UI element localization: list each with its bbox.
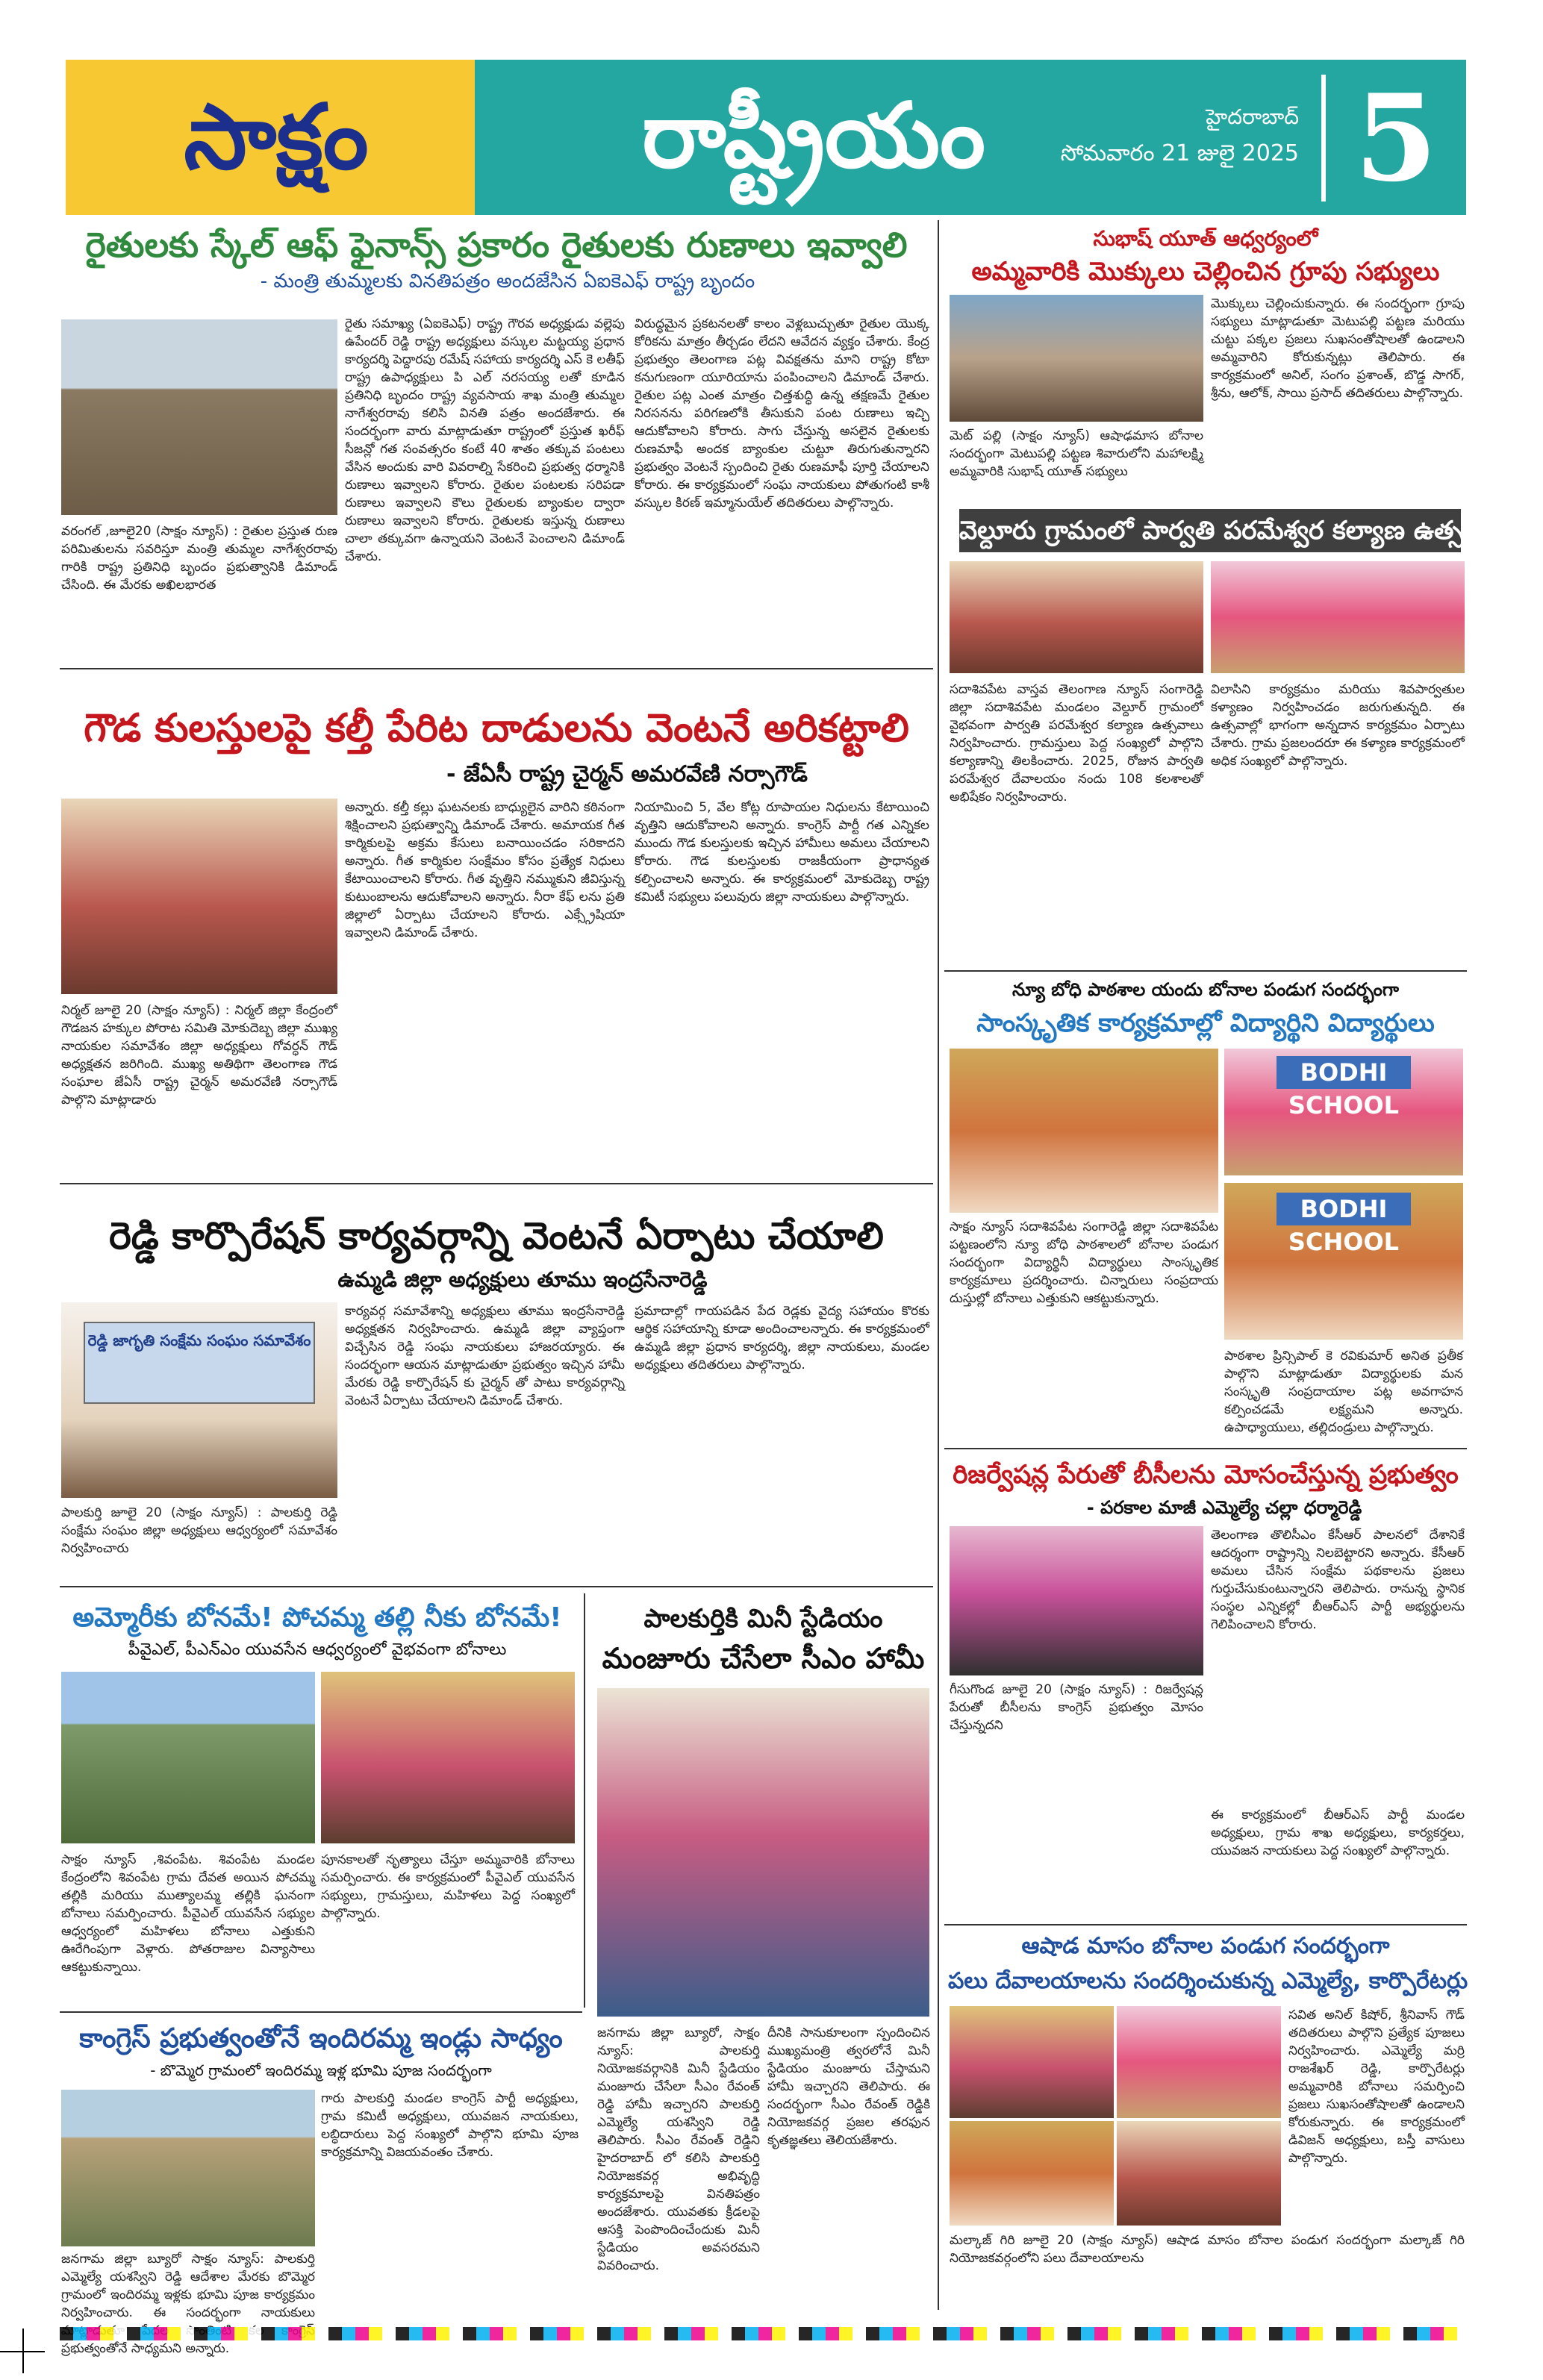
article11-headline-line-1: ఆషాడ మాసం బోనాల పండుగ సందర్భంగా: [1021, 1933, 1390, 1959]
article1-subheading: - మంత్రి తుమ్మలకు వినతిపత్రం అందజేసిన ఏఐకెఎఫ్ రాష్ట్ర బృందం: [260, 270, 755, 293]
color-registration-strip: [60, 2327, 1471, 2340]
dateline-city: హైదరాబాద్: [1206, 104, 1299, 129]
article8-headline-band: వెల్దూరు గ్రామంలో పార్వతి పరమేశ్వర కల్యాణ ఉత్సవాలు: [959, 509, 1461, 552]
page-number: 5: [1354, 68, 1438, 208]
article1-column-2: విరుద్ధమైన ప్రకటనలతో కాలం వెళ్లబుచ్చుతూ రైతుల యొక్క కోరికను మాత్రం తీర్చడం లేదని ఆవేదన వ్యక్తం చేశారు. కేంద్ర ప్రభుత్వం తెలంగాణ పట్ల వివక్షతను మాని రాష్ట్ర కోటా కనుగుణంగా యూరియాను పంపించాలని డిమాండ్ చేశారు. రైతుల పట్ల ఎంత మాత్రం చిత్తశుద్ధి ఉన్న తక్షణమే రైతుల నిరసనను పరిగణలోకి తీసుకుని పంట రుణాలు ఇచ్చి ఆదుకోవాలని కోరారు. సాగు చేస్తున్న అసలైన రైతులకు రుణమాఫీ అందక బ్యాంకుల చుట్టూ తిరుగుతున్నారని ప్రభుత్వం వెంటనే స్పందించి రైతు రుణమాఫీ పూర్తి చేయాలని కోరారు. ఈ కార్యక్రమంలో సంఘ నాయకులు పోతుగంటి కాశీ వస్కుల కిరణ్ ఇమ్మానుయేల్ తదితరులు పాల్గొన్నారు.: [635, 316, 929, 510]
article8-photo-right: [1211, 561, 1465, 673]
section-rule: [944, 1448, 1467, 1449]
article10-subheading: - పరకాల మాజీ ఎమ్మెల్యే చల్లా ధర్మారెడ్డి: [1086, 1497, 1362, 1518]
article10-headline: రిజర్వేషన్ల పేరుతో బీసీలను మోసంచేస్తున్న ప్రభుత్వం: [953, 1460, 1459, 1490]
article2-headline: గౌడ కులస్తులపై కల్తీ పేరిట దాడులను వెంటనే అరికట్టాలి: [84, 706, 909, 751]
school-sign: BODHI SCHOOL: [1277, 1056, 1410, 1089]
article5-headline-line-2: మంజూరు చేసేలా సీఎం హామీ: [602, 1642, 925, 1675]
article10-caption: గీసుగొండ జూలై 20 (సాక్షం న్యూస్) : రిజర్వేషన్ల పేరుతో బీసీలను కాంగ్రెస్ ప్రభుత్వం మోసం చేస్తున్నదని: [950, 1682, 1203, 1733]
article9-headline-line-1: న్యూ బోధి పాఠశాల యందు బోనాల పండుగ సందర్భంగా: [1012, 979, 1399, 1000]
article11-photo-3: [950, 2121, 1114, 2226]
newspaper-logo: సాక్షం: [184, 86, 369, 190]
article3-headline: రెడ్డి కార్పొరేషన్ కార్యవర్గాన్ని వెంటనే ఏర్పాటు చేయాలి: [109, 1214, 884, 1258]
article10-column-1: తెలంగాణ తొలిసీఎం కేసీఆర్ పాలనలో దేశానికే ఆదర్శంగా రాష్ట్రాన్ని నిలబెట్టారని అన్నారు. కేసీఆర్ అమలు చేసిన సంక్షేమ పథకాలను ప్రజలు గుర్తుచేసుకుంటున్నారని తెలిపారు. రానున్న స్థానిక సంస్థల ఎన్నికల్లో బీఆర్ఎస్ పార్టీ అభ్యర్థులను గెలిపించాలని కోరారు.: [1211, 1528, 1465, 1632]
article3-caption: పాలకుర్తి జూలై 20 (సాక్షం న్యూస్) : పాలకుర్తి రెడ్డి సంక్షేమ సంఘం జిల్లా అధ్యక్షులు ఆధ్వర్యంలో సమావేశం నిర్వహించారు: [61, 1505, 337, 1556]
article10-photo: [950, 1526, 1203, 1675]
article2-column-1: అన్నారు. కల్తీ కల్లు ఘటనలకు బాధ్యులైన వారిని కఠినంగా శిక్షించాలని ప్రభుత్వాన్ని డిమాండ్ చేశారు. అమాయక గీత కార్మికులపై అక్రమ కేసులు బనాయించడం సరికాదని అన్నారు. గీత కార్మికుల సంక్షేమం కోసం ప్రత్యేక నిధులు కేటాయించాలని కోరారు. గీత వృత్తిని నమ్ముకుని జీవిస్తున్న కుటుంబాలను ఆదుకోవాలని అన్నారు. నీరా కేఫ్ లను ప్రతి జిల్లాలో ఏర్పాటు చేయాలని కోరారు. ఎక్స్గ్రేషియా ఇవ్వాలని డిమాండ్ చేశారు.: [345, 800, 625, 940]
article11-caption: మల్కాజ్ గిరి జూలై 20 (సాక్షం న్యూస్) ఆషాడ మాసం బోనాల పండుగ సందర్భంగా మల్కాజ్ గిరి నియోజకవర్గంలోని పలు దేవాలయాలను: [950, 2233, 1465, 2266]
school-sign: BODHI SCHOOL: [1277, 1193, 1410, 1225]
article9-photo-bottom-right: [1224, 1183, 1463, 1340]
article3-column-1: కార్యవర్గ సమావేశాన్ని అధ్యక్షులు తూము ఇంద్రసేనారెడ్డి అధ్యక్షతన నిర్వహించారు. ఉమ్మడి జిల్లా వ్యాప్తంగా విచ్చేసిన రెడ్డి సంఘ నాయకులు హాజరయ్యారు. ఈ సందర్భంగా ఆయన మాట్లాడుతూ ప్రభుత్వం ఇచ్చిన హామీ మేరకు రెడ్డి కార్పొరేషన్ కు చైర్మన్ తో పాటు కార్యవర్గాన్ని వెంటనే ఏర్పాటు చేయాలని డిమాండ్ చేశారు.: [345, 1304, 625, 1408]
article1-headline: రైతులకు స్కేల్ ఆఫ్ ఫైనాన్స్ ప్రకారం రైతులకు రుణాలు ఇవ్వాలి: [85, 225, 908, 265]
article7-column: మొక్కులు చెల్లించుకున్నారు. ఈ సందర్భంగా గ్రూపు సభ్యులు మాట్లాడుతూ మెటుపల్లి పట్టణ మరియు చుట్టు పక్కల ప్రజలు సుఖసంతోషాలతో ఉండాలని అమ్మవారిని కోరుకున్నట్లు తెలిపారు. ఈ కార్యక్రమంలో అనిల్, సంగం ప్రశాంత్, బొడ్డ సాగర్, శ్రీను, ఆలోక్, సాయి ప్రసాద్ తదితరులు పాల్గొన్నారు.: [1211, 296, 1465, 401]
article8-column-2: విలాసిని కార్యక్రమం మరియు శివపార్వతుల కళ్యాణం నిర్వహించడం జరుగుతున్నది. ఈ ఉత్సవాల్లో భాగంగా అన్నదాన కార్యక్రమం ఏర్పాటు చేశారు. గ్రామ ప్రజలందరూ ఈ కళ్యాణ కార్యక్రమంలో అధిక సంఖ్యలో పాల్గొన్నారు.: [1211, 682, 1465, 769]
article3-subheading: ఉమ్మడి జిల్లా అధ్యక్షులు తూము ఇంద్రసేనారెడ్డి: [337, 1267, 708, 1292]
article9-column-2: పాఠశాల ప్రిన్సిపాల్ కె రవికుమార్ అనిత ప్రతీక పాల్గొని మాట్లాడుతూ విద్యార్థులకు మన సంస్కృతి సంప్రదాయాల పట్ల అవగాహన కల్పించడమే లక్ష్యమని అన్నారు. ఉపాధ్యాయులు, తల్లిదండ్రులు పాల్గొన్నారు.: [1224, 1349, 1463, 1435]
article11-column: సవిత అనిల్ కిషోర్, శ్రీనివాస్ గౌడ్ తదితరులు పాల్గొని ప్రత్యేక పూజలు నిర్వహించారు. ఎమ్మెల్యే మర్రి రాజశేఖర్ రెడ్డి, కార్పొరేటర్లు అమ్మవారికి బోనాలు సమర్పించి ప్రజలు సుఖసంతోషాలతో ఉండాలని కోరుకున్నారు. ఈ కార్యక్రమంలో డివిజన్ అధ్యక్షులు, బస్తీ వాసులు పాల్గొన్నారు.: [1288, 2008, 1465, 2166]
article5-photo: [597, 1688, 929, 2017]
article11-photo-1: [950, 2006, 1114, 2118]
article3-photo-banner: రెడ్డి జాగృతి సంక్షేమ సంఘం సమావేశం: [84, 1322, 316, 1404]
article6-photo: [61, 2090, 315, 2246]
article8-column-1: సదాశివపేట వాస్తవ తెలంగాణ న్యూస్ సంగారెడ్డి జిల్లా సదాశివపేట మండలం వెల్దూర్ గ్రామంలో వైభవంగా పార్వతి పరమేశ్వర కల్యాణ ఉత్సవాలు నిర్వహించారు. గ్రామస్తులు పెద్ద సంఖ్యలో పాల్గొని కల్యాణాన్ని తిలకించారు. 2025, రోజున పార్వతి పరమేశ్వర దేవాలయం నందు 108 కలశాలతో అభిషేకం నిర్వహించారు.: [950, 682, 1203, 805]
section-rule: [60, 2011, 582, 2013]
section-rule: [944, 1924, 1467, 1925]
article10-column-2: ఈ కార్యక్రమంలో బీఆర్ఎస్ పార్టీ మండల అధ్యక్షులు, గ్రామ శాఖ అధ్యక్షులు, కార్యకర్తలు, యువజన నాయకులు పెద్ద సంఖ్యలో పాల్గొన్నారు.: [1211, 1808, 1465, 1858]
article1-column-1: రైతు సమాఖ్య (ఏఐకెఎఫ్) రాష్ట్ర గౌరవ అధ్యక్షుడు వల్లెపు ఉపేందర్ రెడ్డి రాష్ట్ర అధ్యక్షులు వస్కుల మట్టయ్య ప్రధాన కార్యదర్శి పెద్దారపు రమేష్ సహాయ కార్యదర్శి ఎస్ కె లతీఫ్ రాష్ట్ర ఉపాధ్యక్షులు పి ఎల్ నరసయ్య లతో కూడిన ప్రతినిధి బృందం రాష్ట్ర వ్యవసాయ శాఖ మంత్రి తుమ్మల నాగేశ్వరరావు కలిసి వినతి పత్రం అందజేశారు. ఈ సందర్భంగా వారు మాట్లాడుతూ రాష్ట్రంలో ప్రస్తుత ఖరీఫ్ సీజన్లో గత సంవత్సరం కంటే 40 శాతం తక్కువ పంటలు వేసిన అందుకు వారి వివరాల్ని సేకరించి ప్రభుత్వ ధర్మానికి రుణాలు ఇవ్వాలని కోరారు. రైతుల పంటలకు సరిపడా రుణాలు ఇవ్వాలని కౌలు రైతులకు బ్యాంకుల ద్వారా రుణాలు ఇవ్వాలని కోరారు. రైతులకు ఇస్తున్న రుణాలు చాలా తక్కువగా ఉన్నాయని వెంటనే పెంచాలని డిమాండ్ చేశారు.: [345, 316, 625, 564]
masthead-divider: [1321, 75, 1326, 202]
article1-caption: వరంగల్ ,జూలై20 (సాక్షం న్యూస్) : రైతుల ప్రస్తుత రుణ పరిమితులను సవరిస్తూ మంత్రి తుమ్మల నాగేశ్వరరావు గారికి రాష్ట్ర ప్రతినిధి బృందం ప్రభుత్వానికి డిమాండ్ చేసింది. ఈ మేరకు అఖిలభారత: [61, 524, 337, 593]
article9-photo-top-right: [1224, 1049, 1463, 1175]
article8-photo-left: [950, 561, 1203, 673]
article4-photo-right: [321, 1672, 575, 1843]
section-title: రాష్ట్రీయం: [642, 84, 985, 188]
section-rule: [944, 970, 1467, 972]
article5-column-2: దీనికి సానుకూలంగా స్పందించిన ముఖ్యమంత్రి త్వరలోనే మినీ స్టేడియం మంజూరు చేస్తామని హామీ ఇచ్చారని తెలిపారు. ఈ సందర్భంగా సీఎం రేవంత్ రెడ్డికి నియోజకవర్గ ప్రజల తరఫున కృతజ్ఞతలు తెలియజేశారు.: [767, 2026, 930, 2148]
article2-photo: [61, 799, 337, 994]
article4-headline: అమ్మోరీకు బోనమే! పోచమ్మ తల్లి నీకు బోనమే!: [72, 1602, 562, 1633]
article9-headline-line-2: సాంస్కృతిక కార్యక్రమాల్లో విద్యార్థిని విద్యార్థులు: [976, 1008, 1435, 1038]
article11-photo-2: [1117, 2006, 1281, 2118]
article11-headline-line-2: పలు దేవాలయాలను సందర్శించుకున్న ఎమ్మెల్యే, కార్పొరేటర్లు: [948, 1968, 1468, 1994]
article6-column-2: గారు పాలకుర్తి మండల కాంగ్రెస్ పార్టీ అధ్యక్షులు, గ్రామ కమిటీ అధ్యక్షులు, యువజన నాయకులు, లబ్ధిదారులు పెద్ద సంఖ్యలో పాల్గొని భూమి పూజ కార్యక్రమాన్ని విజయవంతం చేశారు.: [321, 2091, 579, 2160]
article3-photo: [61, 1302, 337, 1498]
article4-subheading: పీవైఎల్, పీఎన్ఎం యువసేన ఆధ్వర్యంలో వైభవంగా బోనాలు: [128, 1640, 507, 1659]
article3-column-2: ప్రమాదాల్లో గాయపడిన పేద రెడ్లకు వైద్య సహాయం కొరకు ఆర్థిక సహాయాన్ని కూడా అందించాలన్నారు. ఈ కార్యక్రమంలో ఉమ్మడి జిల్లా ప్రధాన కార్యదర్శి, జిల్లా నాయకులు, మండల అధ్యక్షులు తదితరులు పాల్గొన్నారు.: [635, 1304, 929, 1372]
article4-column-1: సాక్షం న్యూస్ ,శివంపేట. శివంపేట మండల కేంద్రంలోని శివంపేట గ్రామ దేవత అయిన పోచమ్మ తల్లికి మరియు ముత్యాలమ్మ తల్లికి ఘనంగా బోనాలు సమర్పించారు. పీవైఎల్ యువసేన సభ్యుల ఆధ్వర్యంలో మహిళలు బోనాలు ఎత్తుకుని ఊరేగింపుగా వెళ్లారు. పోతరాజుల విన్యాసాలు ఆకట్టుకున్నాయి.: [61, 1852, 315, 1975]
article6-subheading: - బొమ్మెర గ్రామంలో ఇందిరమ్మ ఇళ్ల భూమి పూజ సందర్భంగా: [150, 2061, 492, 2079]
article7-photo: [950, 295, 1203, 422]
article2-column-2: నియామించి 5, వేల కోట్ల రూపాయల నిధులను కేటాయించి వృత్తిని ఆదుకోవాలని అన్నారు. కాంగ్రెస్ పార్టీ గత ఎన్నికల ముందు గౌడ కులస్తులకు ఇచ్చిన హామీలు అమలు చేయాలని కోరారు. గౌడ కులస్తులకు రాజకీయంగా ప్రాధాన్యత కల్పించాలని అన్నారు. ఈ కార్యక్రమంలో మోకుదెబ్బ రాష్ట్ర కమిటీ సభ్యులు పలువురు జిల్లా నాయకులు పాల్గొన్నారు.: [635, 800, 929, 905]
article5-headline-line-1: పాలకుర్తికి మినీ స్టేడియం: [643, 1604, 883, 1634]
column-divider: [584, 1593, 585, 2008]
section-rule: [60, 668, 933, 669]
column-divider: [938, 220, 939, 2310]
article1-photo: [61, 319, 337, 515]
article9-column-1: సాక్షం న్యూస్ సదాశివపేట సంగారెడ్డి జిల్లా సదాశివపేట పట్టణంలోని న్యూ బోధి పాఠశాలలో బోనాల పండుగ సందర్భంగా విద్యార్థినీ విద్యార్థులు సాంస్కృతిక కార్యక్రమాలు ప్రదర్శించారు. చిన్నారులు సంప్రదాయ దుస్తుల్లో బోనాలు ఎత్తుకుని ఆకట్టుకున్నారు.: [950, 1219, 1218, 1306]
article2-caption: నిర్మల్ జూలై 20 (సాక్షం న్యూస్) : నిర్మల్ జిల్లా కేంద్రంలో గౌడజన హక్కుల పోరాట సమితి మోకుదెబ్బ జిల్లా ముఖ్య నాయకుల సమావేశం జిల్లా అధ్యక్షులు గోవర్ధన్ గౌడ్ అధ్యక్షతన జరిగింది. ముఖ్య అతిథిగా తెలంగాణ గౌడ సంఘాల జేఏసీ రాష్ట్ర చైర్మన్ అమరవేణి నర్సాగౌడ్ పాల్గొని మాట్లాడారు: [61, 1003, 337, 1108]
article6-column-1: జనగామ జిల్లా బ్యూరో సాక్షం న్యూస్: పాలకుర్తి ఎమ్మెల్యే యశస్విని రెడ్డి ఆదేశాల మేరకు బొమ్మెర గ్రామంలో ఇందిరమ్మ ఇళ్లకు భూమి పూజ కార్యక్రమం నిర్వహించారు. ఈ సందర్భంగా నాయకులు ప్రభుత్వంతోనే సాధ్యమని అన్నారు.: [61, 2252, 315, 2356]
dateline-date: సోమవారం 21 జులై 2025: [1060, 140, 1299, 166]
article6-headline: కాంగ్రెస్ ప్రభుత్వంతోనే ఇందిరమ్మ ఇండ్లు సాధ్యం: [79, 2023, 563, 2054]
section-rule: [60, 1586, 933, 1587]
article11-photo-4: [1117, 2121, 1281, 2226]
article4-photo-left: [61, 1672, 315, 1843]
article7-caption: మెట్ పల్లి (సాక్షం న్యూస్) ఆషాఢమాస బోనాల సందర్భంగా మెటుపల్లి పట్టణ శివారులోని మహాలక్ష్మి అమ్మవారికి సుభాష్ యూత్ సభ్యులు: [950, 428, 1203, 479]
crop-mark: [22, 2329, 24, 2373]
article7-headline-line-1: సుభాష్ యూత్ ఆధ్వర్యంలో: [1093, 226, 1318, 251]
article2-subheading: - జేఏసీ రాష్ట్ర చైర్మన్ అమరవేణి నర్సాగౌడ్: [446, 761, 808, 787]
article9-photo-left: [950, 1049, 1218, 1213]
article5-column-1: జనగామ జిల్లా బ్యూరో, సాక్షం న్యూస్: పాలకుర్తి నియోజకవర్గానికి మినీ స్టేడియం మంజూరు చేసేలా సీఎం రేవంత్ రెడ్డి హామీ ఇచ్చారని పాలకుర్తి ఎమ్మెల్యే యశస్విని రెడ్డి తెలిపారు. సీఎం రేవంత్ రెడ్డిని హైదరాబాద్ లో కలిసి పాలకుర్తి నియోజకవర్గ అభివృద్ధి కార్యక్రమాలపై వినతిపత్రం అందజేశారు. యువతకు క్రీడలపై ఆసక్తి పెంపొందించేందుకు మినీ స్టేడియం అవసరమని వివరించారు.: [597, 2026, 760, 2273]
section-rule: [60, 1183, 933, 1184]
article4-column-2: పూనకాలతో నృత్యాలు చేస్తూ అమ్మవారికి బోనాలు సమర్పించారు. ఈ కార్యక్రమంలో పీవైఎల్ యువసేన సభ్యులు, గ్రామస్తులు, మహిళలు పెద్ద సంఖ్యలో పాల్గొన్నారు.: [321, 1852, 575, 1921]
article7-headline-line-2: అమ్మవారికి మొక్కులు చెల్లించిన గ్రూపు సభ్యులు: [971, 257, 1440, 287]
